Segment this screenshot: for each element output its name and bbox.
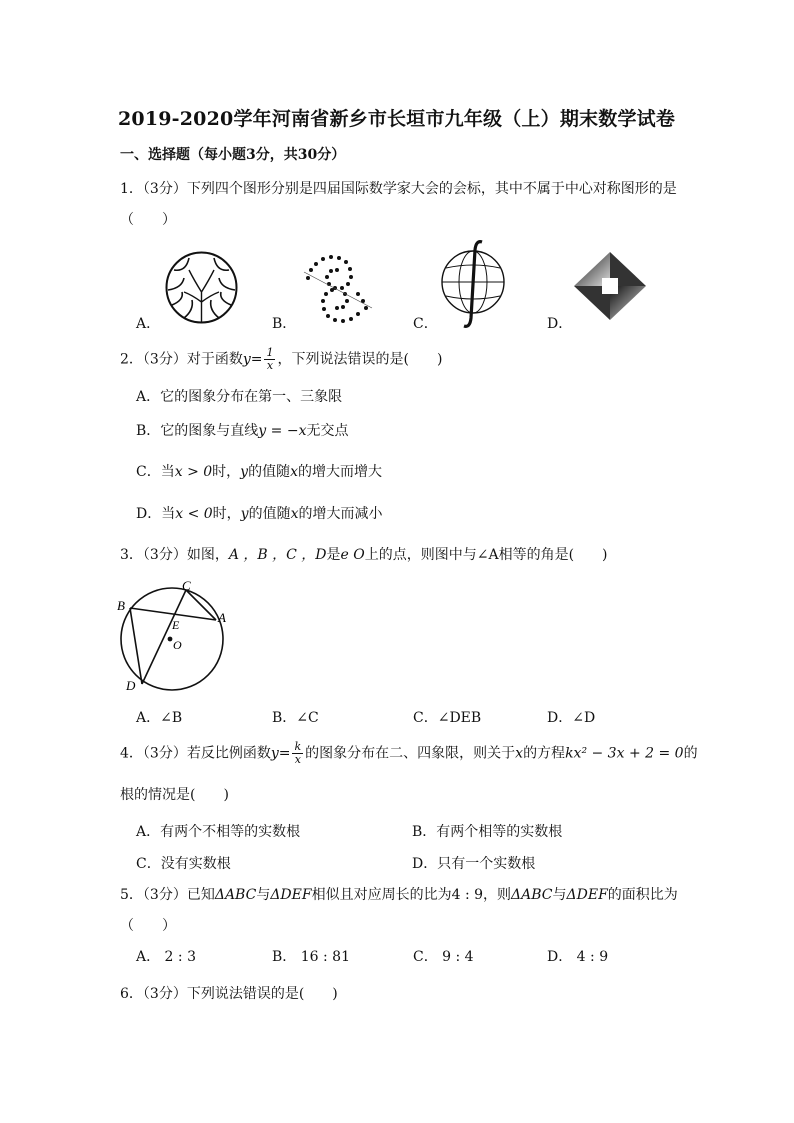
q2-c-mid2: 的值随 <box>248 464 291 480</box>
q3-label-e: E <box>172 618 180 632</box>
q2-d-math3: x <box>290 506 299 522</box>
q2-option-b <box>136 420 348 440</box>
question-3-text <box>120 544 608 564</box>
q3-label-o: O <box>173 638 182 652</box>
q4-frac-num: k <box>294 740 302 753</box>
q5-option-c: C． 9 : 4 <box>413 949 474 965</box>
q5-option-a: A． 2 : 3 <box>136 949 196 965</box>
question-5-blank: （ ） <box>120 918 176 934</box>
page-title: 2019-2020学年河南省新乡市长垣市九年级（上）期末数学试卷 <box>118 108 676 130</box>
q2-var: y <box>242 351 251 368</box>
q2-b-pre: B．它的图象与直线 <box>136 423 259 439</box>
q3-option-d: D．∠D <box>547 710 596 726</box>
q1-option-b: B． <box>272 316 297 332</box>
q4-fraction <box>292 741 303 766</box>
q5-t2: ΔDEF <box>270 887 312 903</box>
q2-d-pre: D．当 <box>136 506 176 522</box>
q4-xvar: x <box>515 745 524 762</box>
q3-option-c: C．∠DEB <box>413 710 482 726</box>
q4-var: y <box>270 745 279 762</box>
q5-l1e: 的面积比为 <box>607 887 678 903</box>
q2-d-math1: x < 0 <box>175 506 213 522</box>
q5-l1d: 与 <box>552 887 567 903</box>
q3-option-a: A．∠B <box>136 710 183 726</box>
q2-c-math1: x > 0 <box>174 464 213 480</box>
q5-t1: ΔABC <box>214 887 257 903</box>
q4-post: 的 <box>683 745 698 762</box>
question-1-blank: （ ） <box>120 212 176 228</box>
q5-l1c: ，则 <box>483 887 512 903</box>
q3-circle: e O <box>340 547 365 563</box>
q4-option-d: D．只有一个实数根 <box>412 856 536 872</box>
q4-mid2: 的方程 <box>523 745 566 762</box>
q5-option-b: B． 16 : 81 <box>272 949 350 965</box>
q2-d-post: 的增大而减小 <box>298 506 383 522</box>
q3-post: 上的点，则图中与∠A相等的角是( ) <box>364 547 608 563</box>
q5-option-d: D． 4 : 9 <box>547 949 609 965</box>
q2-d-mid2: 的值随 <box>248 506 291 522</box>
q1-option-d: D． <box>547 316 573 332</box>
q1-option-c: C． <box>413 316 438 332</box>
q3-label-d: D <box>126 678 136 693</box>
q2-fraction <box>264 347 275 372</box>
q2-c-math2: y <box>240 464 249 480</box>
q2-post: ，下列说法错误的是( ) <box>277 351 443 368</box>
q2-c-mid: 时， <box>212 464 241 480</box>
q2-b-math: y = −x <box>258 423 307 439</box>
q4-mid: 的图象分布在二、四象限，则关于 <box>305 745 516 762</box>
q4-pre: 4．（3分）若反比例函数 <box>120 745 271 762</box>
question-1-text: 1．（3分）下列四个图形分别是四届国际数学家大会的会标，其中不属于中心对称图形的是 <box>120 181 677 197</box>
q5-l1b: 相似且对应周长的比为 <box>311 887 452 903</box>
q5-ratio: 4 : 9 <box>451 887 484 903</box>
q2-b-post: 无交点 <box>306 423 349 439</box>
question-4-text <box>120 741 698 766</box>
q1-figure-a <box>164 250 239 325</box>
q1-figure-b <box>296 250 378 328</box>
question-5-text <box>120 884 678 904</box>
q4-option-c: C．没有实数根 <box>136 856 231 872</box>
q5-pre: 5．（3分）已知 <box>120 887 215 903</box>
q3-label-a: A <box>218 610 226 625</box>
q3-label-c: C <box>182 578 191 593</box>
q1-option-a: A． <box>136 316 161 332</box>
q3-label-b: B <box>117 598 125 613</box>
q2-d-mid: 时， <box>212 506 241 522</box>
q4-eq: = <box>278 745 291 762</box>
q2-option-a: A．它的图象分布在第一、三象限 <box>136 389 343 405</box>
section-heading: 一、选择题（每小题3分，共30分） <box>120 147 346 163</box>
q2-pre: 2．（3分）对于函数 <box>120 351 243 368</box>
q2-option-c <box>136 461 382 481</box>
q5-l1a: 与 <box>256 887 271 903</box>
q5-t4: ΔDEF <box>566 887 608 903</box>
q2-option-d <box>136 503 383 523</box>
q3-points: A ，B ，C ，D <box>228 547 327 563</box>
question-4-line2: 根的情况是( ) <box>120 787 229 803</box>
q2-c-math3: x <box>290 464 298 480</box>
q2-d-math2: y <box>240 506 249 522</box>
q1-figure-d <box>572 250 648 322</box>
q2-eq: = <box>250 351 263 368</box>
q4-equation: kx² − 3x + 2 = 0 <box>565 745 684 762</box>
q2-c-post: 的增大而增大 <box>297 464 382 480</box>
question-6-text: 6．（3分）下列说法错误的是( ) <box>120 986 338 1002</box>
q4-frac-den: x <box>294 753 301 766</box>
q5-t3: ΔABC <box>511 887 553 903</box>
q2-c-pre: C．当 <box>136 464 175 480</box>
q1-figure-c <box>438 238 508 330</box>
q3-mid: 是 <box>326 547 341 563</box>
q3-option-b: B．∠C <box>272 710 319 726</box>
q2-frac-num: 1 <box>266 346 274 359</box>
q2-frac-den: x <box>266 359 274 372</box>
q3-pre: 3．（3分）如图， <box>120 547 229 563</box>
q4-option-b: B．有两个相等的实数根 <box>412 824 563 840</box>
q3-circle-figure <box>112 576 242 694</box>
q4-option-a: A．有两个不相等的实数根 <box>136 824 301 840</box>
question-2-text <box>120 347 442 372</box>
